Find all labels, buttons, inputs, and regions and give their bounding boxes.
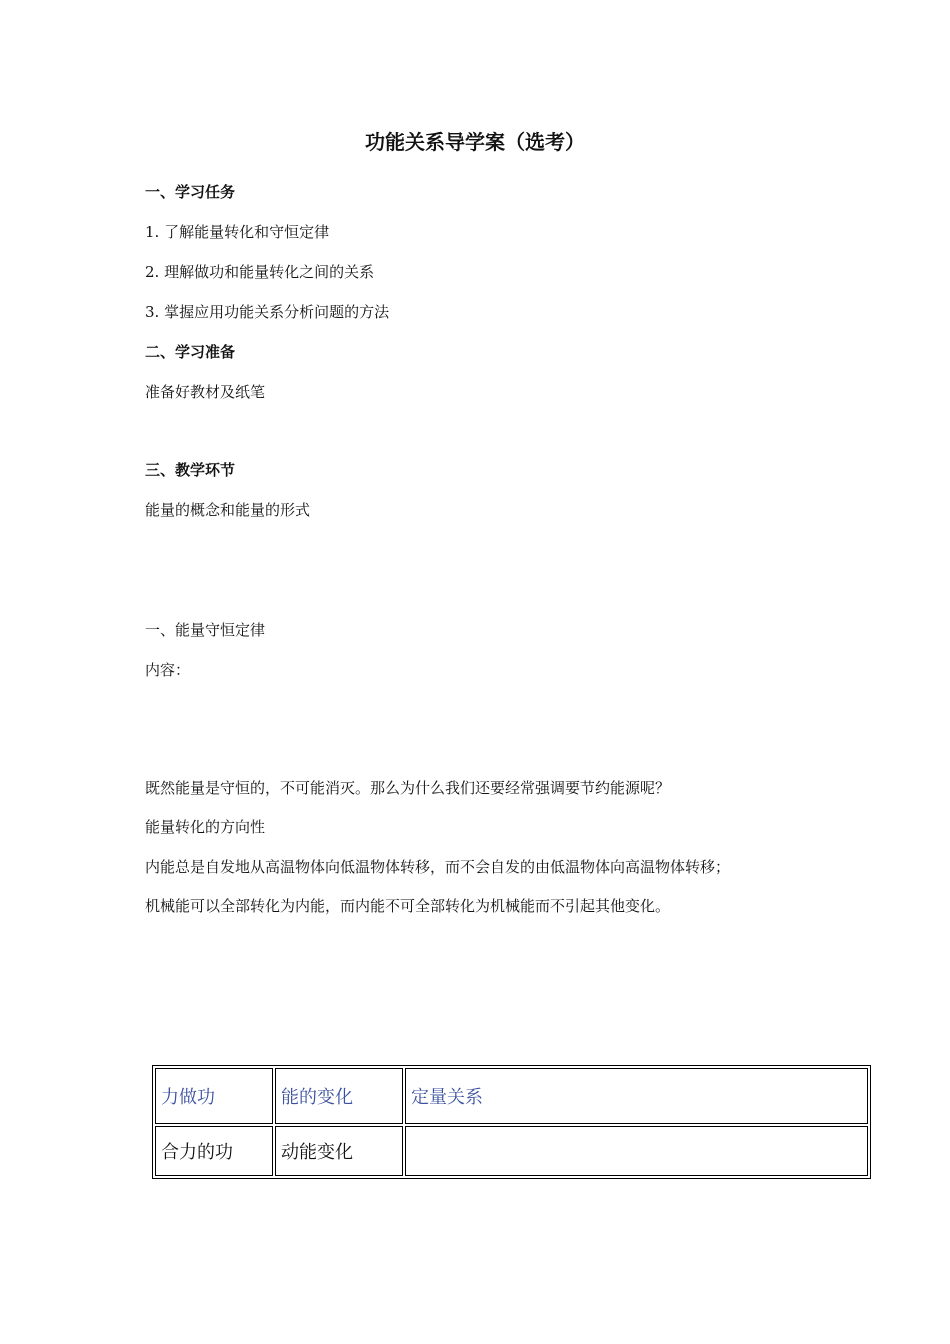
section-heading-preparation: 二、学习准备	[145, 343, 236, 361]
page-title: 功能关系导学案（选考）	[365, 130, 585, 154]
conservation-heading: 一、能量守恒定律	[145, 621, 266, 639]
energy-question: 既然能量是守恒的，不可能消灭。那么为什么我们还要经常强调要节约能源呢？	[145, 779, 671, 797]
section-heading-teaching: 三、教学环节	[145, 461, 236, 479]
direction-line-2: 机械能可以全部转化为内能，而内能不可全部转化为机械能而不引起其他变化。	[145, 897, 671, 915]
work-energy-table	[152, 1065, 871, 1179]
direction-heading: 能量转化的方向性	[145, 818, 266, 836]
table-cell	[405, 1126, 868, 1176]
teaching-text: 能量的概念和能量的形式	[145, 501, 311, 519]
task-item-2: 2. 理解做功和能量转化之间的关系	[145, 263, 375, 281]
direction-line-1: 内能总是自发地从高温物体向低温物体转移，而不会自发的由低温物体向高温物体转移；	[145, 858, 731, 876]
task-item-1: 1. 了解能量转化和守恒定律	[145, 223, 330, 241]
table-header-row	[155, 1068, 868, 1124]
preparation-text: 准备好教材及纸笔	[145, 383, 266, 401]
task-item-3: 3. 掌握应用功能关系分析问题的方法	[145, 303, 390, 321]
table-row	[155, 1126, 868, 1176]
table-cell: 合力的功	[155, 1126, 273, 1176]
table-cell: 动能变化	[275, 1126, 403, 1176]
table-header-cell: 定量关系	[405, 1068, 868, 1124]
content-label: 内容：	[145, 661, 191, 679]
section-heading-tasks: 一、学习任务	[145, 183, 236, 201]
table-header-cell: 能的变化	[275, 1068, 403, 1124]
table-header-cell: 力做功	[155, 1068, 273, 1124]
